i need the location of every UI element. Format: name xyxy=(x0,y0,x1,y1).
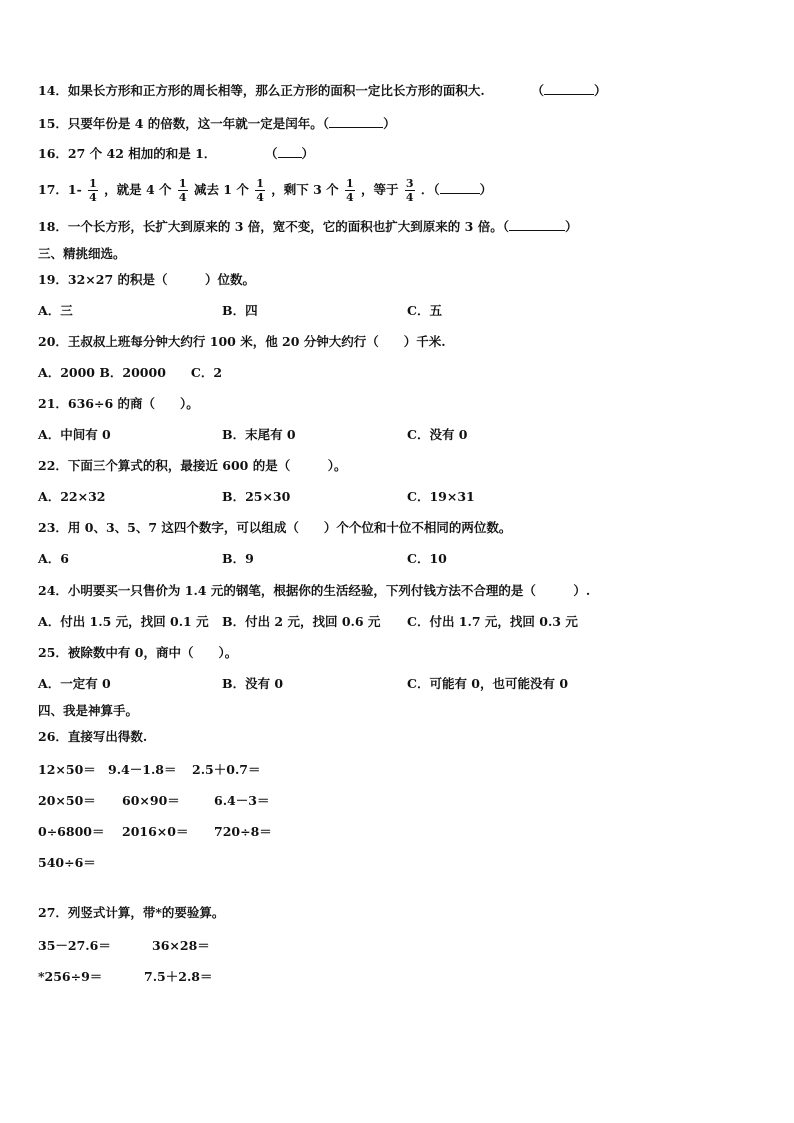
option-b[interactable]: B．25×30 xyxy=(222,489,291,504)
question-17: 17．1- $\frac{1}{4}$ ，就是 4 个 $\frac{1}{4}$ 减去 1 个 $\frac{1}{4}$ ，剩下 3 个 $\frac{1}{4}$ ，等于 $\frac{3}{4}$ ．（ ） xyxy=(38,177,493,204)
answer-blank[interactable] xyxy=(278,146,302,158)
option-c[interactable]: C．19×31 xyxy=(407,489,475,504)
section-heading-4: 四、我是神算手。 xyxy=(38,703,139,718)
option-b[interactable]: B．末尾有 0 xyxy=(222,427,296,442)
answer-blank[interactable] xyxy=(329,116,383,128)
option-c[interactable]: C．10 xyxy=(407,551,447,566)
question-15-text: 15．只要年份是 4 的倍数，这一年就一定是闰年。（ xyxy=(38,116,330,131)
math-problem: 12×50＝ xyxy=(38,762,96,777)
answer-blank[interactable] xyxy=(509,219,565,231)
options-row[interactable]: A．2000 B．20000 C．2 xyxy=(38,365,223,380)
question-18-text: 18．一个长方形，长扩大到原来的 3 倍，宽不变，它的面积也扩大到原来的 3 倍。（ xyxy=(38,219,509,234)
option-a[interactable]: A．三 xyxy=(38,303,73,318)
math-problem: 7.5＋2.8＝ xyxy=(144,969,213,984)
question-25: 25．被除数中有 0，商中（ ）。 xyxy=(38,645,238,660)
question-23: 23．用 0、3、5、7 这四个数字，可以组成（ ）个个位和十位不相同的两位数。 xyxy=(38,520,512,535)
option-b[interactable]: B．四 xyxy=(222,303,258,318)
question-16-text: 16．27 个 42 相加的和是 1． xyxy=(38,146,217,161)
math-problem: *256÷9＝ xyxy=(38,969,103,984)
math-problem: 60×90＝ xyxy=(122,793,180,808)
math-problem: 0÷6800＝ xyxy=(38,824,105,839)
fraction: $\frac{1}{4}$ xyxy=(256,177,264,204)
option-a[interactable]: A．6 xyxy=(38,551,69,566)
question-14: 14．如果长方形和正方形的周长相等，那么正方形的面积一定比长方形的面积大. （ ） xyxy=(38,83,607,98)
answer-blank[interactable] xyxy=(440,182,480,194)
math-problem: 2016×0＝ xyxy=(122,824,189,839)
math-problem: 35－27.6＝ xyxy=(38,938,111,953)
option-c[interactable]: C．可能有 0，也可能没有 0 xyxy=(407,676,569,691)
question-21: 21．636÷6 的商（ ）。 xyxy=(38,396,199,411)
question-14-text: 14．如果长方形和正方形的周长相等，那么正方形的面积一定比长方形的面积大. xyxy=(38,83,485,98)
option-c[interactable]: C．没有 0 xyxy=(407,427,468,442)
question-24: 24．小明要买一只售价为 1.4 元的钢笔，根据你的生活经验，下列付钱方法不合理的是（ ）. xyxy=(38,583,591,598)
fraction: $\frac{3}{4}$ xyxy=(405,177,414,204)
question-26: 26．直接写出得数. xyxy=(38,729,148,744)
answer-blank[interactable] xyxy=(544,83,594,95)
math-problem: 720÷8＝ xyxy=(214,824,272,839)
math-problem: 540÷6＝ xyxy=(38,855,96,870)
math-problem: 9.4－1.8＝ xyxy=(108,762,177,777)
option-a[interactable]: A．付出 1.5 元，找回 0.1 元 xyxy=(38,614,209,629)
option-b[interactable]: B．9 xyxy=(222,551,254,566)
option-b[interactable]: B．没有 0 xyxy=(222,676,284,691)
question-15: 15．只要年份是 4 的倍数，这一年就一定是闰年。（ ） xyxy=(38,116,396,131)
question-18: 18．一个长方形，长扩大到原来的 3 倍，宽不变，它的面积也扩大到原来的 3 倍。（ ） xyxy=(38,219,578,234)
option-a[interactable]: A．中间有 0 xyxy=(38,427,111,442)
question-20: 20．王叔叔上班每分钟大约行 100 米，他 20 分钟大约行（ ）千米. xyxy=(38,334,446,349)
math-problem: 6.4－3＝ xyxy=(214,793,270,808)
option-a[interactable]: A．一定有 0 xyxy=(38,676,111,691)
option-c[interactable]: C．五 xyxy=(407,303,442,318)
question-22: 22．下面三个算式的积，最接近 600 的是（ ）。 xyxy=(38,458,347,473)
section-heading-3: 三、精挑细选。 xyxy=(38,246,126,261)
question-19: 19．32×27 的积是（ ）位数。 xyxy=(38,272,256,287)
question-16: 16．27 个 42 相加的和是 1． （ ） xyxy=(38,146,315,161)
fraction: $\frac{1}{4}$ xyxy=(89,177,97,204)
math-problem: 20×50＝ xyxy=(38,793,96,808)
option-a[interactable]: A．22×32 xyxy=(38,489,106,504)
math-problem: 36×28＝ xyxy=(152,938,210,953)
question-27: 27．列竖式计算，带*的要验算。 xyxy=(38,905,225,920)
fraction: $\frac{1}{4}$ xyxy=(178,177,187,204)
option-c[interactable]: C．付出 1.7 元，找回 0.3 元 xyxy=(407,614,578,629)
option-b[interactable]: B．付出 2 元，找回 0.6 元 xyxy=(222,614,381,629)
math-problem: 2.5＋0.7＝ xyxy=(192,762,261,777)
fraction: $\frac{1}{4}$ xyxy=(345,177,354,204)
